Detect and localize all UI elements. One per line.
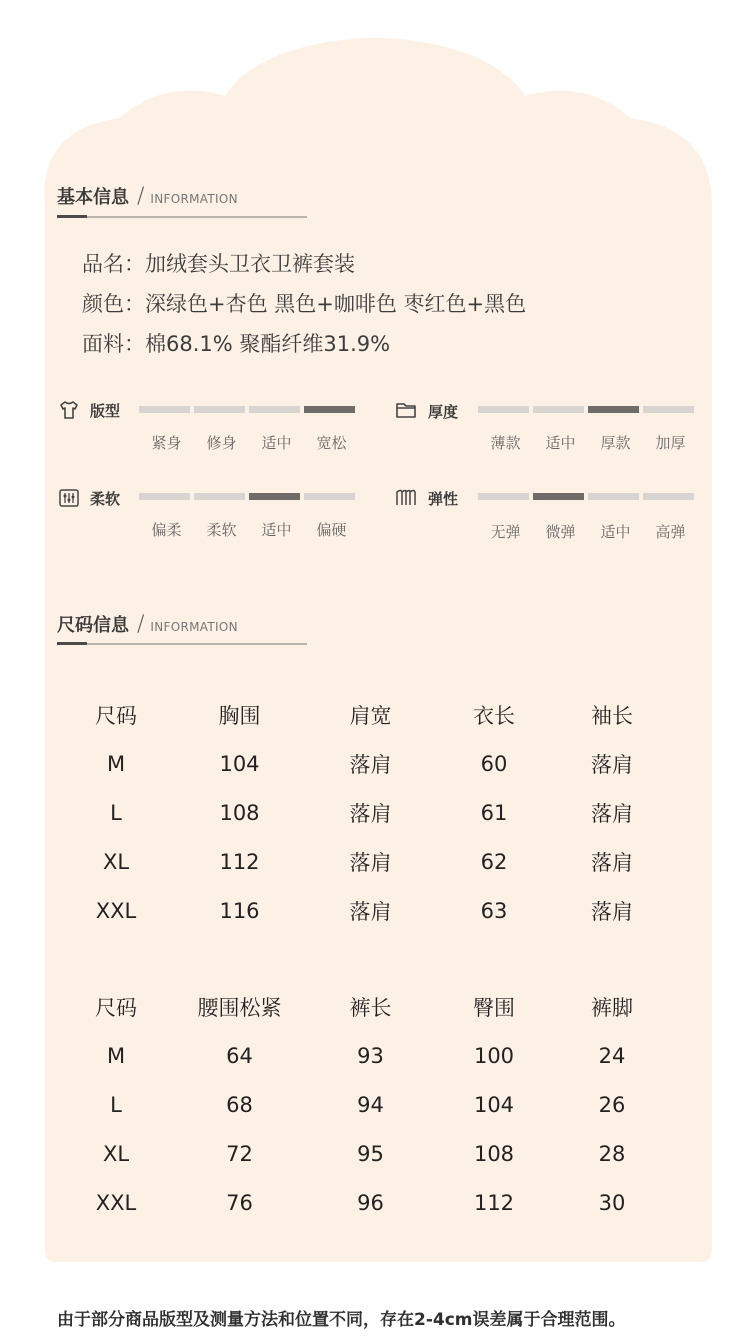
softness-seg-1 [139, 493, 190, 500]
table-cell: 30 [598, 1190, 626, 1215]
elasticity-option: 微弹 [545, 523, 576, 541]
softness-option: 柔软 [206, 521, 237, 539]
basic-info-title: 基本信息 [57, 187, 129, 208]
elasticity-option: 适中 [600, 523, 631, 541]
table-cell: 61 [480, 800, 508, 825]
softness-options [139, 519, 359, 540]
size-info-slash: / [137, 612, 145, 637]
table-cell: 落肩 [591, 850, 633, 875]
header-cell: 腰围松紧 [197, 995, 282, 1020]
table-cell: 93 [357, 1043, 384, 1068]
fit-scale [139, 406, 355, 413]
table-cell: 108 [473, 1141, 515, 1166]
table-cell: L [110, 1092, 122, 1117]
table-cell: 落肩 [349, 899, 392, 924]
header-cell: 尺码 [95, 703, 137, 728]
elasticity-seg-4 [643, 493, 694, 500]
attr-label-elasticity: 弹性 [428, 490, 459, 508]
table-cell: 落肩 [591, 752, 633, 777]
attr-label-softness: 柔软 [90, 490, 121, 508]
table-cell: 95 [357, 1141, 384, 1166]
softness-seg-2 [194, 493, 245, 500]
table-cell: 64 [226, 1043, 253, 1068]
header-cell: 肩宽 [349, 703, 392, 728]
table-cell: M [106, 1043, 126, 1068]
table-header-row [55, 690, 675, 739]
fit-seg-4 [304, 406, 355, 413]
header-cell: 裤长 [349, 995, 392, 1020]
table-cell: 60 [480, 751, 508, 776]
fabric-line: 面料：棉68.1% 聚酯纤维31.9% [82, 332, 391, 356]
elasticity-option: 高弹 [655, 523, 686, 541]
elasticity-option: 无弹 [490, 523, 521, 541]
table-row [55, 837, 675, 886]
table-cell: 112 [219, 849, 260, 874]
table-cell: XXL [95, 1190, 137, 1215]
size-info-subtitle: INFORMATION [150, 620, 238, 634]
thickness-options [478, 432, 698, 453]
thickness-seg-1 [478, 406, 529, 413]
thickness-seg-3 [588, 406, 639, 413]
table-cell: 落肩 [349, 850, 392, 875]
table-cell: 96 [357, 1190, 384, 1215]
pants-size-table [55, 982, 675, 1227]
sliders-icon [58, 487, 80, 509]
color-line: 颜色：深绿色+杏色 黑色+咖啡色 枣红色+黑色 [82, 292, 527, 316]
table-cell: 68 [226, 1092, 253, 1117]
thickness-option: 加厚 [655, 434, 686, 452]
header-cell: 臀围 [473, 995, 515, 1020]
table-cell: XL [102, 1141, 130, 1166]
softness-option: 偏硬 [316, 521, 347, 539]
thickness-option: 薄款 [490, 434, 521, 452]
thickness-scale [478, 406, 694, 413]
table-row [55, 1178, 675, 1227]
table-row [55, 1080, 675, 1129]
size-info-title: 尺码信息 [57, 615, 129, 636]
measurement-disclaimer: 由于部分商品版型及测量方法和位置不同，存在2-4cm误差属于合理范围。 [57, 1310, 626, 1330]
fit-option: 紧身 [151, 434, 182, 452]
attr-label-thickness: 厚度 [428, 403, 459, 421]
folder-icon [395, 399, 417, 421]
thickness-option: 适中 [545, 434, 576, 452]
table-cell: M [106, 751, 126, 776]
table-cell: 26 [598, 1092, 626, 1117]
softness-scale [139, 493, 355, 500]
elasticity-seg-1 [478, 493, 529, 500]
basic-info-slash: / [137, 184, 145, 209]
header-cell: 衣长 [473, 703, 515, 728]
table-cell: 108 [219, 800, 260, 825]
attr-label-fit: 版型 [90, 402, 121, 420]
table-cell: 76 [226, 1190, 253, 1215]
table-row [55, 886, 675, 935]
fit-option: 适中 [261, 434, 292, 452]
table-cell: XL [102, 849, 130, 874]
table-cell: 落肩 [591, 899, 633, 924]
table-cell: 104 [473, 1092, 515, 1117]
header-cell: 裤脚 [591, 995, 633, 1020]
table-header-row [55, 982, 675, 1031]
fit-option: 宽松 [316, 434, 347, 452]
fit-option: 修身 [206, 434, 237, 452]
shirt-icon [58, 399, 80, 421]
fit-seg-2 [194, 406, 245, 413]
table-row [55, 1031, 675, 1080]
table-cell: 63 [480, 898, 508, 923]
table-cell: 62 [480, 849, 508, 874]
thickness-option: 厚款 [600, 434, 631, 452]
softness-seg-4 [304, 493, 355, 500]
table-cell: 72 [226, 1141, 253, 1166]
elasticity-seg-2 [533, 493, 584, 500]
softness-option: 偏柔 [151, 521, 182, 539]
basic-info-divider [57, 216, 307, 218]
table-cell: 落肩 [591, 801, 633, 826]
spring-icon [395, 487, 417, 509]
header-cell: 袖长 [591, 703, 633, 728]
table-cell: 28 [598, 1141, 626, 1166]
elasticity-scale [478, 493, 694, 500]
table-cell: 94 [357, 1092, 384, 1117]
top-size-table [55, 690, 675, 935]
elasticity-seg-3 [588, 493, 639, 500]
softness-seg-3 [249, 493, 300, 500]
table-cell: 112 [473, 1190, 515, 1215]
table-cell: XXL [95, 898, 137, 923]
table-cell: 落肩 [349, 752, 392, 777]
table-cell: 104 [219, 751, 260, 776]
size-info-divider [57, 643, 307, 645]
elasticity-options [478, 521, 698, 542]
table-cell: 100 [473, 1043, 515, 1068]
basic-info-subtitle: INFORMATION [150, 192, 238, 206]
size-info-header [57, 611, 238, 637]
fit-seg-1 [139, 406, 190, 413]
fit-options [139, 432, 359, 453]
softness-option: 适中 [261, 521, 292, 539]
table-row [55, 788, 675, 837]
table-row [55, 1129, 675, 1178]
basic-info-header [57, 183, 238, 209]
table-cell: 116 [219, 898, 260, 923]
product-name-line: 品名：加绒套头卫衣卫裤套装 [82, 252, 355, 276]
thickness-seg-2 [533, 406, 584, 413]
fit-seg-3 [249, 406, 300, 413]
table-cell: 24 [598, 1043, 626, 1068]
thickness-seg-4 [643, 406, 694, 413]
table-row [55, 739, 675, 788]
header-cell: 尺码 [95, 995, 137, 1020]
table-cell: 落肩 [349, 801, 392, 826]
header-cell: 胸围 [218, 703, 261, 728]
table-cell: L [110, 800, 122, 825]
